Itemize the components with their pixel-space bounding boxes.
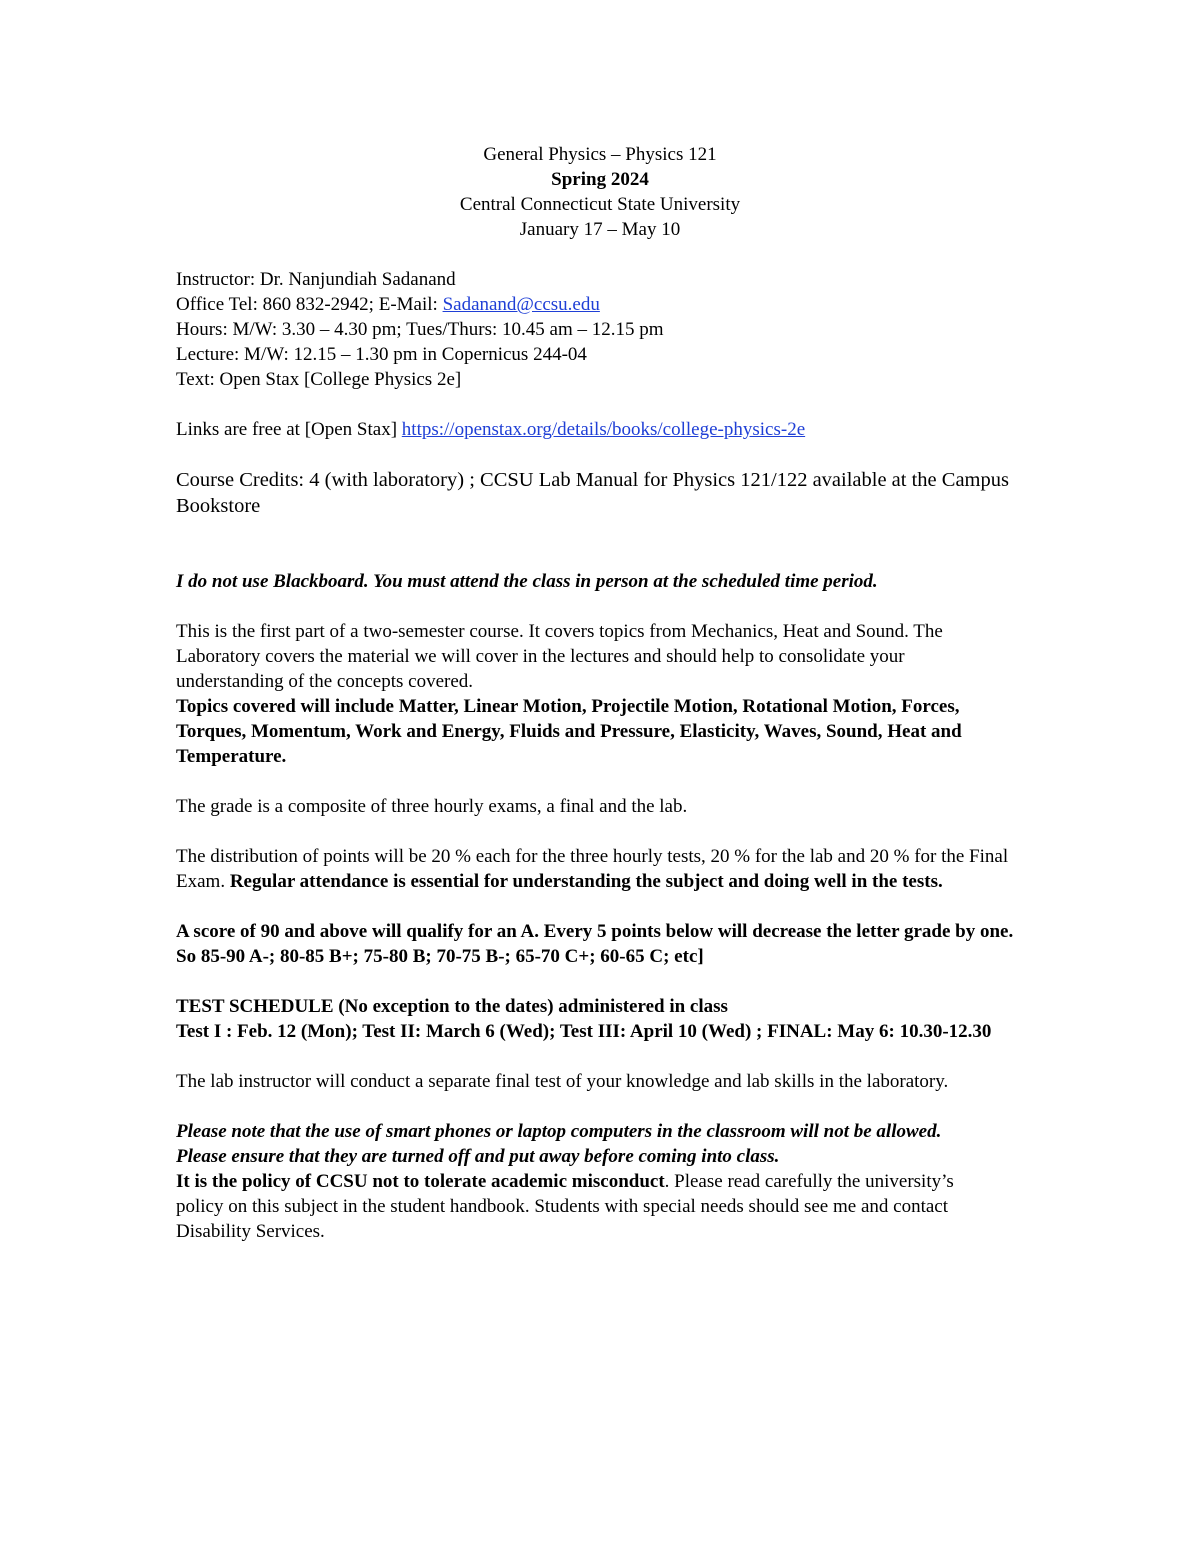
course-title: General Physics – Physics 121 bbox=[483, 144, 717, 165]
text-line: Text: Open Stax [College Physics 2e] bbox=[176, 369, 462, 390]
blackboard-notice: I do not use Blackboard. You must attend the class in person at the scheduled time period. bbox=[176, 571, 878, 592]
test-schedule-title: TEST SCHEDULE (No exception to the dates) administered in class bbox=[176, 996, 728, 1017]
openstax-link[interactable]: https://openstax.org/details/books/college-physics-2e bbox=[401, 419, 806, 440]
policy-bold-text: It is the policy of CCSU not to tolerate academic misconduct bbox=[176, 1171, 665, 1192]
topics-paragraph: Topics covered will include Matter, Linear Motion, Projectile Motion, Rotational Motion, Forces, Torques, Momentum, Work and Energy, Fluids and Pressure, Elasticity, Waves, Sound, Heat and Temperature. bbox=[176, 696, 962, 767]
phones-notice: Please note that the use of smart phones or laptop computers in the classroom will not be allowed. Please ensure that they are turned off and put away before coming into class. bbox=[176, 1121, 942, 1167]
course-dates: January 17 – May 10 bbox=[519, 219, 681, 240]
instructor-info bbox=[176, 267, 1036, 392]
links-line bbox=[176, 417, 1036, 442]
test-schedule-dates: Test I : Feb. 12 (Mon); Test II: March 6 (Wed); Test III: April 10 (Wed) ; FINAL: May 6: 10.30-12.30 bbox=[176, 1021, 992, 1042]
hours-line: Hours: M/W: 3.30 – 4.30 pm; Tues/Thurs: 10.45 am – 12.15 pm bbox=[176, 319, 664, 340]
lab-final-paragraph: The lab instructor will conduct a separate final test of your knowledge and lab skills in the laboratory. bbox=[176, 1071, 949, 1092]
distribution-paragraph bbox=[176, 844, 1021, 894]
syllabus-content bbox=[176, 142, 1036, 1244]
distribution-text: The distribution of points will be 20 % each for the three hourly tests, 20 % for the lab and 20 % for the Final Exam. bbox=[176, 846, 1009, 892]
instructor-line: Instructor: Dr. Nanjundiah Sadanand bbox=[176, 269, 456, 290]
course-description: This is the first part of a two-semester course. It covers topics from Mechanics, Heat and Sound. The Laboratory covers the material we will cover in the lectures and should help to consolidate your understanding of the concepts covered. bbox=[176, 621, 943, 692]
links-text: Links are free at [Open Stax] bbox=[176, 419, 402, 440]
credits-paragraph: Course Credits: 4 (with laboratory) ; CCSU Lab Manual for Physics 121/122 available at the Campus Bookstore bbox=[176, 469, 1009, 517]
course-term: Spring 2024 bbox=[551, 169, 649, 190]
course-header bbox=[0, 142, 1200, 242]
policy-paragraph bbox=[176, 1169, 1001, 1244]
university-name: Central Connecticut State University bbox=[459, 194, 741, 215]
lecture-line: Lecture: M/W: 12.15 – 1.30 pm in Copernicus 244-04 bbox=[176, 344, 587, 365]
office-line bbox=[176, 292, 1036, 317]
attendance-text: Regular attendance is essential for understanding the subject and doing well in the tests. bbox=[229, 871, 943, 892]
scoring-paragraph: A score of 90 and above will qualify for an A. Every 5 points below will decrease the letter grade by one. So 85-90 A-; 80-85 B+; 75-80 B; 70-75 B-; 65-70 C+; 60-65 C; etc] bbox=[176, 921, 1014, 967]
email-link[interactable]: Sadanand@ccsu.edu bbox=[442, 294, 600, 315]
policy-text: . Please read carefully the university’s policy on this subject in the student handbook. Students with special needs should see me and contact Disability Services. bbox=[176, 1171, 954, 1242]
office-text: Office Tel: 860 832-2942; E-Mail: bbox=[176, 294, 443, 315]
grade-composite: The grade is a composite of three hourly exams, a final and the lab. bbox=[176, 796, 688, 817]
